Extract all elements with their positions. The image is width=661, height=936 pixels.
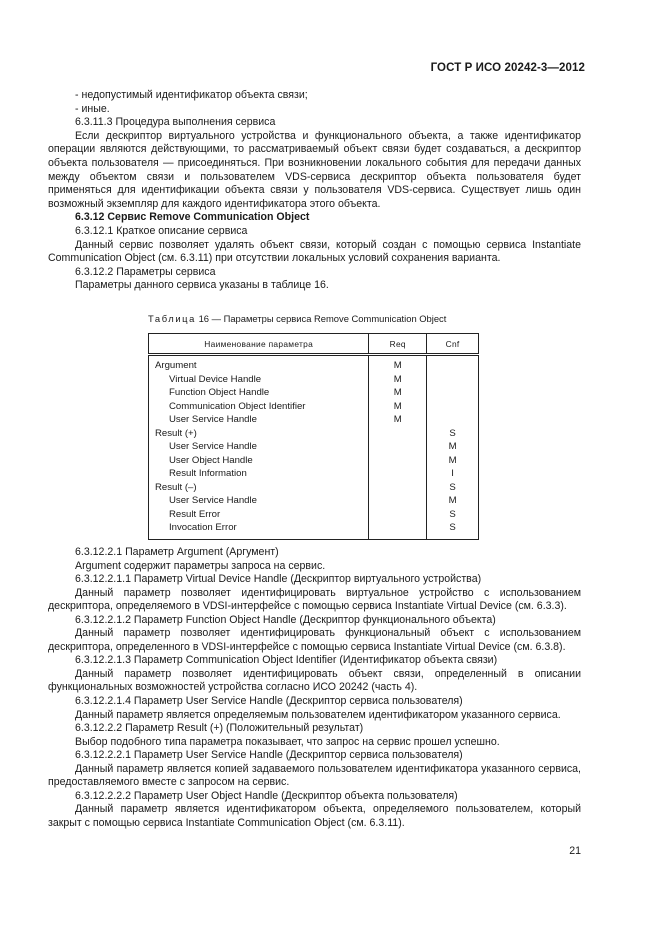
paragraph-result-positive: Выбор подобного типа параметра показывает, что запрос на сервис прошел успешно.	[75, 735, 500, 748]
param-name: User Object Handle	[149, 454, 369, 468]
paragraph-argument: Argument содержит параметры запроса на сервис.	[75, 559, 326, 572]
param-req	[369, 467, 427, 481]
table-row	[149, 521, 479, 539]
heading-virtual-device-handle: 6.3.12.2.1.1 Параметр Virtual Device Handle (Дескриптор виртуального устройства)	[75, 573, 482, 586]
paragraph-user-object-handle: Данный параметр является идентификатором объекта, определяемого пользователем, который закрыт с помощью сервиса Instantiate Communication Object (см. 6.3.11).	[48, 803, 581, 829]
paragraph-function-object-handle: Данный параметр позволяет идентифицировать функциональный объект с использованием дескриптора, определенного в VDSI-интерфейсе с помощью сервиса Instantiate Virtual Device (см. 6.3.8).	[48, 627, 581, 653]
param-req: M	[369, 400, 427, 414]
section-heading-6-3-12: 6.3.12 Сервис Remove Communication Object	[75, 211, 310, 224]
param-name: User Service Handle	[149, 440, 369, 454]
page-number: 21	[569, 845, 581, 857]
paragraph-user-service-handle-result: Данный параметр является копией задаваемого пользователем идентификатора указанного сервиса, предоставляемого вместе с запросом на сервис.	[48, 762, 581, 789]
bottom-text-block	[48, 546, 581, 830]
param-name: Function Object Handle	[149, 386, 369, 400]
param-cnf	[427, 400, 479, 414]
heading-argument: 6.3.12.2.1 Параметр Argument (Аргумент)	[75, 546, 279, 558]
param-name: Virtual Device Handle	[149, 373, 369, 387]
param-req	[369, 508, 427, 522]
param-cnf	[427, 413, 479, 427]
paragraph-communication-object-identifier: Данный параметр позволяет идентифицировать объект связи, определенный в описании функциональных возможностей устройства согласно ИСО 20242 (часть 4).	[48, 667, 581, 694]
param-cnf: I	[427, 467, 479, 481]
top-text-block	[48, 89, 581, 293]
table-row	[149, 481, 479, 495]
table-row	[149, 427, 479, 441]
section-heading-6-3-11-3: 6.3.11.3 Процедура выполнения сервиса	[75, 116, 276, 129]
param-req	[369, 440, 427, 454]
param-name: Invocation Error	[149, 521, 369, 539]
table-row	[149, 413, 479, 427]
param-req: M	[369, 386, 427, 400]
param-req	[369, 454, 427, 468]
section-heading-6-3-12-2: 6.3.12.2 Параметры сервиса	[75, 265, 216, 278]
param-cnf	[427, 355, 479, 373]
param-name: Communication Object Identifier	[149, 400, 369, 414]
table-row	[149, 373, 479, 387]
param-name: Result Error	[149, 508, 369, 522]
param-cnf: M	[427, 494, 479, 508]
param-req: M	[369, 413, 427, 427]
paragraph-virtual-device-handle: Данный параметр позволяет идентифицировать виртуальное устройство с использованием дескриптора, определяемого в VDSI-интерфейсе с помощью сервиса Instantiate Virtual Device (см. 6.3.3).	[48, 586, 581, 613]
table-caption	[148, 313, 446, 324]
param-cnf: S	[427, 427, 479, 441]
heading-user-object-handle: 6.3.12.2.2.2 Параметр User Object Handle (Дескриптор объекта пользователя)	[75, 789, 458, 802]
table-row	[149, 454, 479, 468]
param-req: M	[369, 355, 427, 373]
paragraph-service-description: Данный сервис позволяет удалять объект связи, который создан с помощью сервиса Instantiate Communication Object (см. 6.3.11) при отсутствии локальных условий сохранения варианта.	[48, 238, 581, 265]
table-caption-title: 16 — Параметры сервиса Remove Communication Object	[198, 313, 447, 324]
heading-communication-object-identifier: 6.3.12.2.1.3 Параметр Communication Object Identifier (Идентификатор объекта связи)	[75, 654, 498, 667]
param-req	[369, 494, 427, 508]
header-parameter-name: Наименование параметра	[149, 334, 369, 355]
heading-user-service-handle-arg: 6.3.12.2.1.4 Параметр User Service Handle (Дескриптор сервиса пользователя)	[75, 695, 463, 708]
param-cnf	[427, 373, 479, 387]
paragraph-procedure: Если дескриптор виртуального устройства и функционального объекта, а также идентификатор операции являются действующими, то рассматриваемый объект связи будет создаваться, а дескриптор объекта пользователя — присоединяться. При возникновении локального события для передачи данных между объектом связи и пользователем VDS-сервиса дескриптор объекта пользователя будет применяться для идентификации объекта связи у пользователя VDS-сервиса. Существует лишь один возможный экземпляр для каждого идентификатора этого объекта.	[48, 129, 581, 210]
table-row	[149, 440, 479, 454]
param-cnf	[427, 386, 479, 400]
header-cnf: Cnf	[427, 334, 479, 355]
param-cnf: S	[427, 481, 479, 495]
table-row	[149, 467, 479, 481]
param-name: User Service Handle	[149, 413, 369, 427]
heading-user-service-handle-result: 6.3.12.2.2.1 Параметр User Service Handle (Дескриптор сервиса пользователя)	[75, 749, 463, 762]
param-cnf: S	[427, 508, 479, 522]
paragraph-table-reference: Параметры данного сервиса указаны в таблице 16.	[75, 279, 329, 292]
section-heading-6-3-12-1: 6.3.12.1 Краткое описание сервиса	[75, 224, 248, 237]
heading-result-positive: 6.3.12.2.2 Параметр Result (+) (Положительный результат)	[75, 722, 364, 735]
table-caption-label: Таблица	[148, 313, 196, 324]
param-cnf: M	[427, 440, 479, 454]
header-req: Req	[369, 334, 427, 355]
table-row	[149, 355, 479, 373]
standard-id-header: ГОСТ Р ИСО 20242-3—2012	[430, 62, 585, 74]
heading-function-object-handle: 6.3.12.2.1.2 Параметр Function Object Handle (Дескриптор функционального объекта)	[75, 613, 496, 626]
list-item-invalid-id: - недопустимый идентификатор объекта связи;	[75, 89, 308, 101]
table-row	[149, 400, 479, 414]
list-item-other: - иные.	[75, 102, 110, 115]
param-cnf: S	[427, 521, 479, 539]
paragraph-user-service-handle-arg: Данный параметр является определяемым пользователем идентификатором указанного сервиса.	[75, 708, 561, 721]
table-row	[149, 508, 479, 522]
parameters-table	[148, 333, 479, 540]
table-row	[149, 386, 479, 400]
param-cnf: M	[427, 454, 479, 468]
param-req	[369, 427, 427, 441]
table-header-row	[149, 334, 479, 355]
param-name: Result (+)	[149, 427, 369, 441]
param-name: Result Information	[149, 467, 369, 481]
param-name: User Service Handle	[149, 494, 369, 508]
param-name: Argument	[149, 355, 369, 373]
param-name: Result (–)	[149, 481, 369, 495]
param-req	[369, 521, 427, 539]
table-row	[149, 494, 479, 508]
param-req: M	[369, 373, 427, 387]
param-req	[369, 481, 427, 495]
